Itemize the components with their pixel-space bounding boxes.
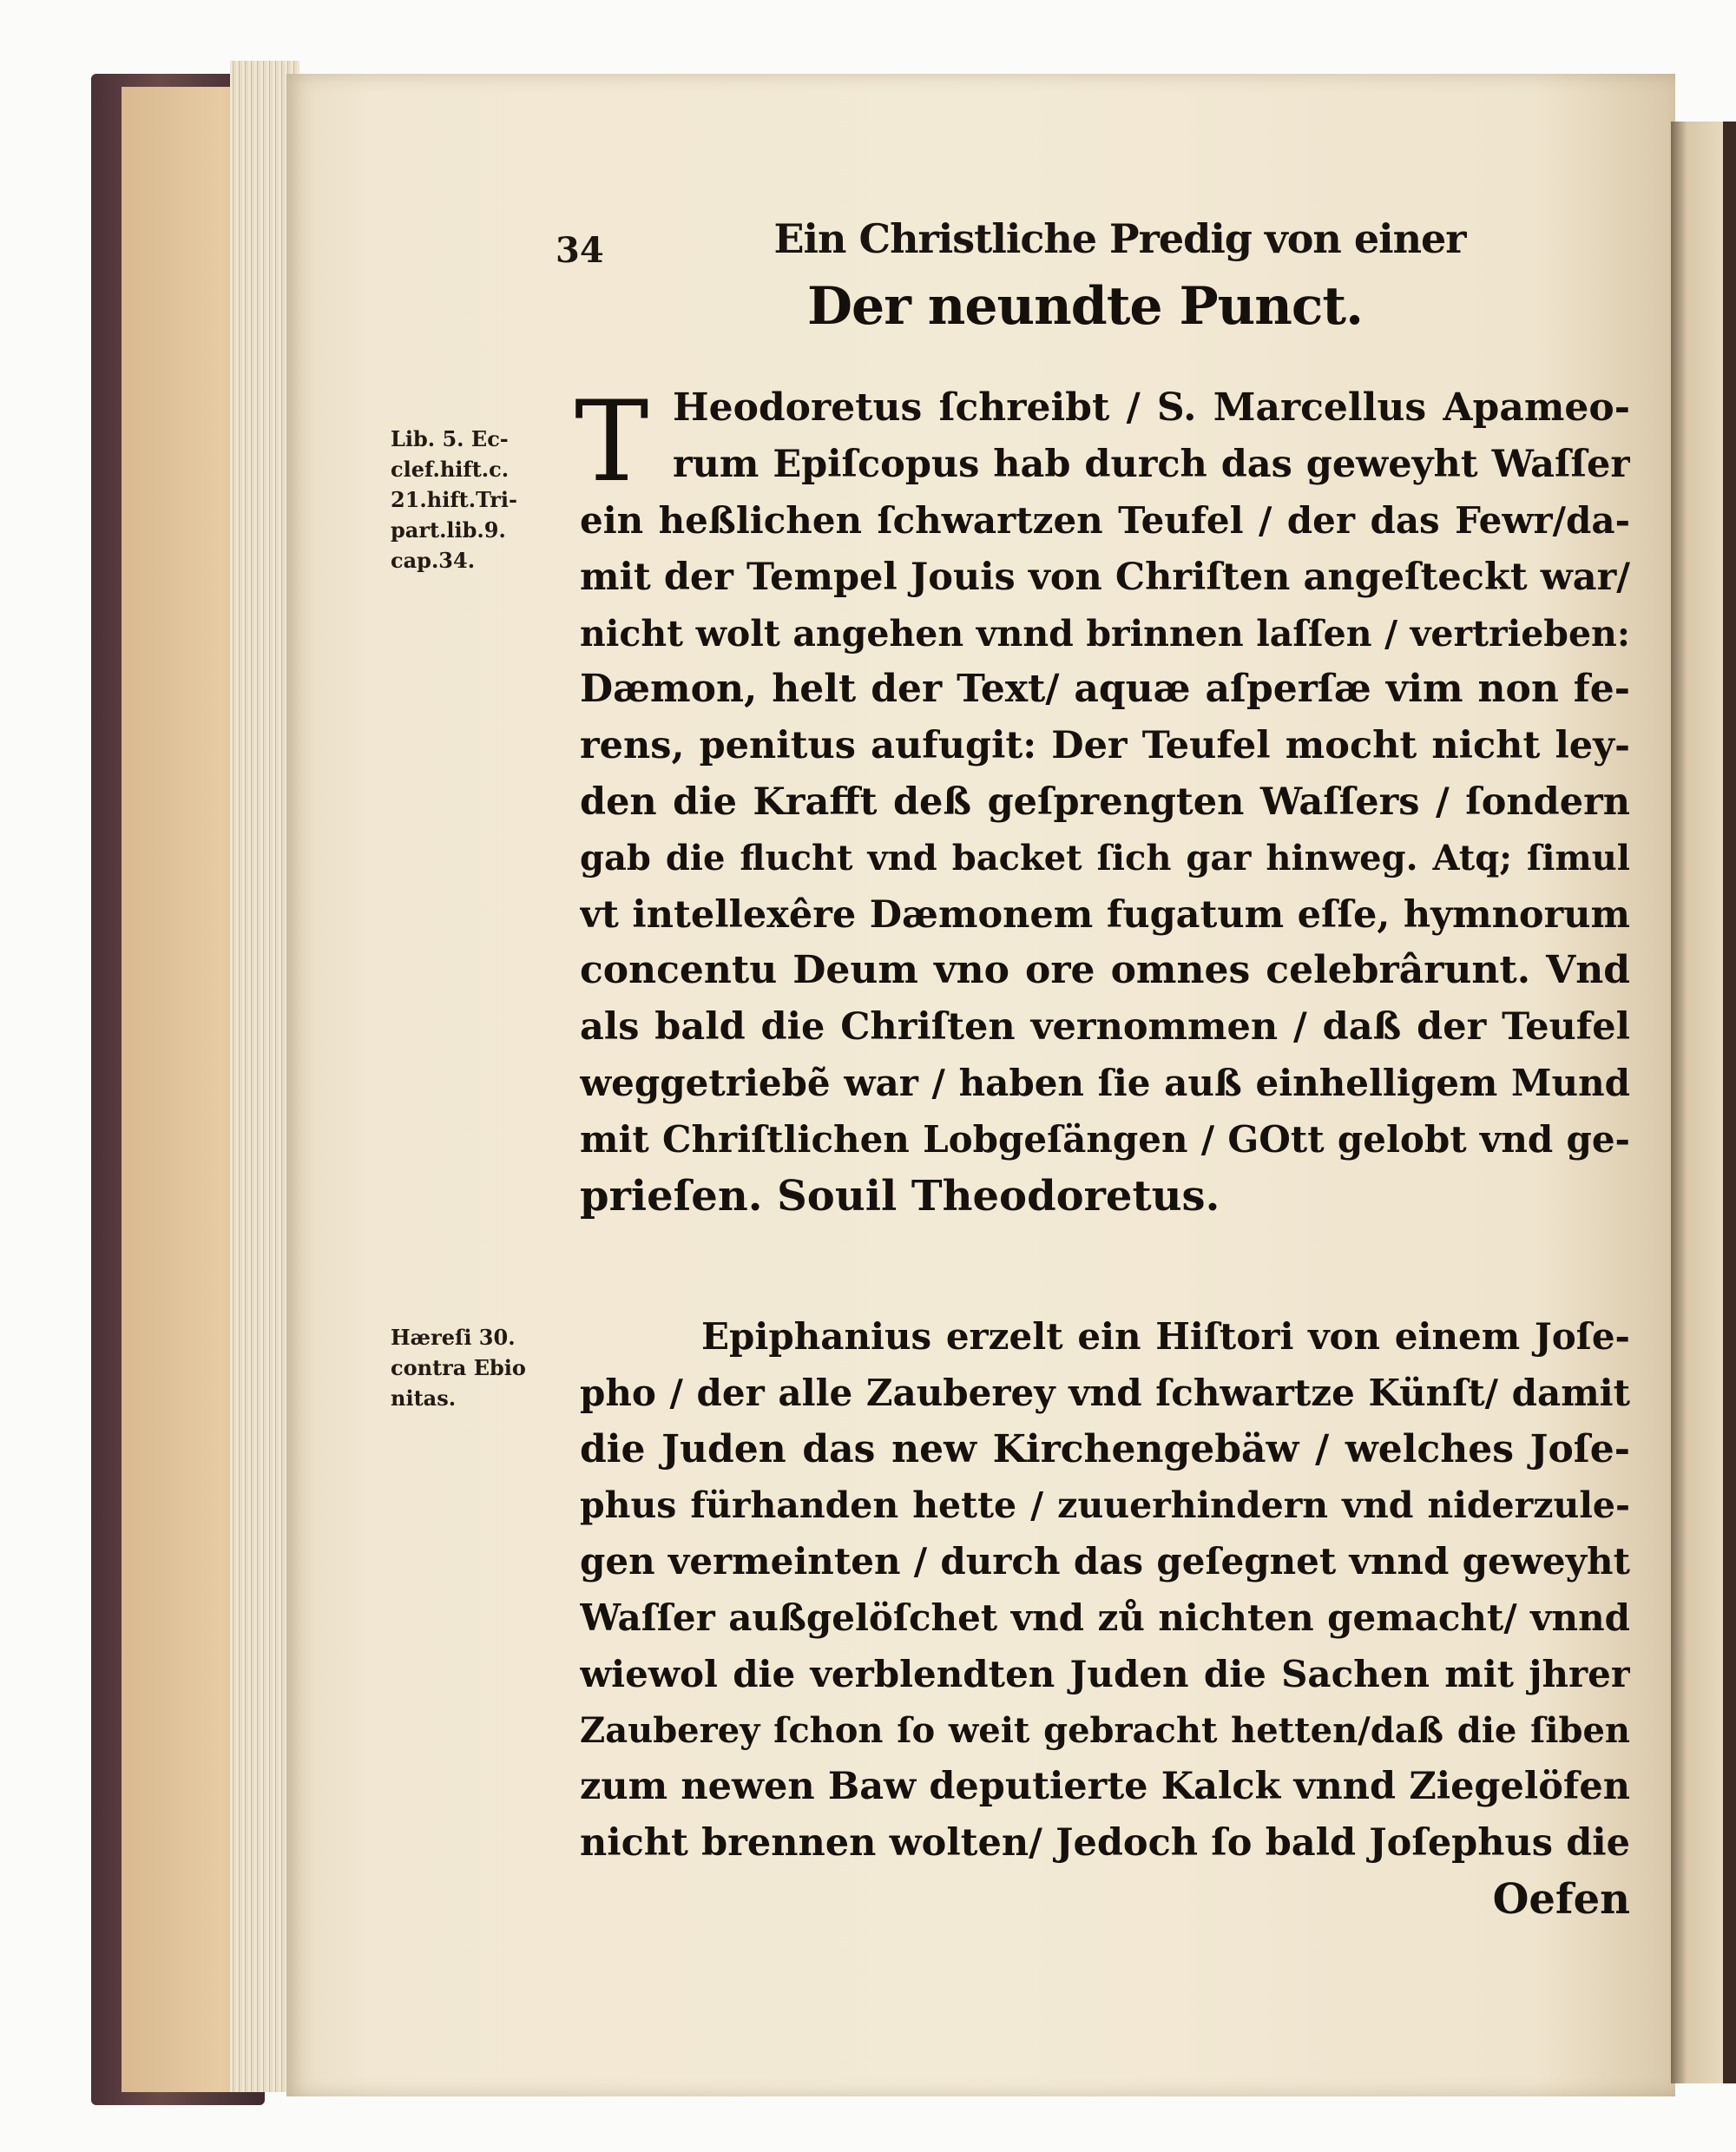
running-head: Ein Christliche Predig von einer [773,215,1466,262]
text-line: mit Chriſtlichen Lobgeſängen / GOtt gelobt vnd ge- [580,1117,1630,1161]
text-line: zum newen Baw deputierte Kalck vnnd Ziegelöfen [580,1765,1630,1809]
page-number: 34 [556,230,604,271]
text-line: weggetriebẽ war / haben ſie auß einhelligem Mund [580,1061,1630,1104]
margin-note-line: Hæreſi 30. [391,1325,516,1350]
text-line: gab die flucht vnd backet ſich gar hinweg. Atq; ſimul [580,837,1630,879]
catchword: Oefen [1492,1874,1630,1924]
gutter-shadow [1723,122,1736,2083]
margin-note-line: 21.hift.Tri- [391,487,517,512]
paragraph1-opening [673,380,1630,493]
text-line: Heodoretus ſchreibt / S. Marcellus Apameo- [673,385,1630,430]
margin-note-1 [391,424,573,576]
text-line: vt intellexêre Dæmonem fugatum eſſe, hymnorum [580,892,1630,937]
text-line: prieſen. Souil Theodoretus. [580,1171,1220,1221]
text-line: die Juden das new Kirchengebäw / welches Joſe- [580,1426,1630,1471]
margin-note-line: contra Ebio [391,1355,526,1380]
text-line: phus fürhanden hette / zuuerhindern vnd niderzule- [580,1484,1630,1527]
text-line: wiewol die verblendten Juden die Sachen mit jhrer [580,1652,1630,1695]
text-line: Zauberey ſchon ſo weit gebracht hetten/daß die ſiben [580,1709,1630,1751]
margin-note-line: cap.34. [391,548,476,573]
text-line: Epiphanius erzelt ein Hiſtori von einem Joſe- [701,1315,1630,1358]
paragraph1-body [580,493,1630,1224]
text-line: concentu Deum vno ore omnes celebrârunt. Vnd [580,948,1630,993]
text-line: als bald die Chriſten vernommen / daß der Teufel [580,1005,1630,1050]
text-line: ein heßlichen ſchwartzen Teufel / der das Fewr/da- [580,499,1630,542]
text-line: mit der Tempel Jouis von Chriſten angeſteckt war/ [580,555,1630,599]
text-line: gen vermeinten / durch das geſegnet vnnd geweyht [580,1540,1630,1583]
margin-note-line: Lib. 5. Ec- [391,426,509,451]
text-line: nicht wolt angehen vnnd brinnen laſſen / vertrieben: [580,612,1630,655]
text-line: pho / der alle Zauberey vnd ſchwartze Künſt/ damit [580,1371,1630,1414]
text-line: nicht brennen wolten/ Jedoch ſo bald Joſephus die [580,1821,1630,1866]
margin-note-line: part.lib.9. [391,517,506,543]
margin-note-line: clef.hift.c. [391,457,510,482]
text-line: rens, penitus aufugit: Der Teufel mocht nicht ley- [580,724,1630,768]
text-line: den die Krafft deß geſprengten Waſſers / ſondern [580,780,1630,824]
text-line: Waſſer außgelöſchet vnd zů nichten gemacht/ vnnd [580,1596,1630,1639]
paragraph2-body [580,1309,1630,1928]
text-line: rum Epiſcopus hab durch das geweyht Waſſer [673,442,1630,486]
text-line: Dæmon, helt der Text/ aquæ aſperſæ vim non fe- [580,667,1630,712]
drop-cap: T [575,378,649,507]
margin-note-line: nitas. [391,1385,457,1411]
margin-note-2 [391,1322,573,1413]
section-heading: Der neundte Punct. [807,276,1363,337]
